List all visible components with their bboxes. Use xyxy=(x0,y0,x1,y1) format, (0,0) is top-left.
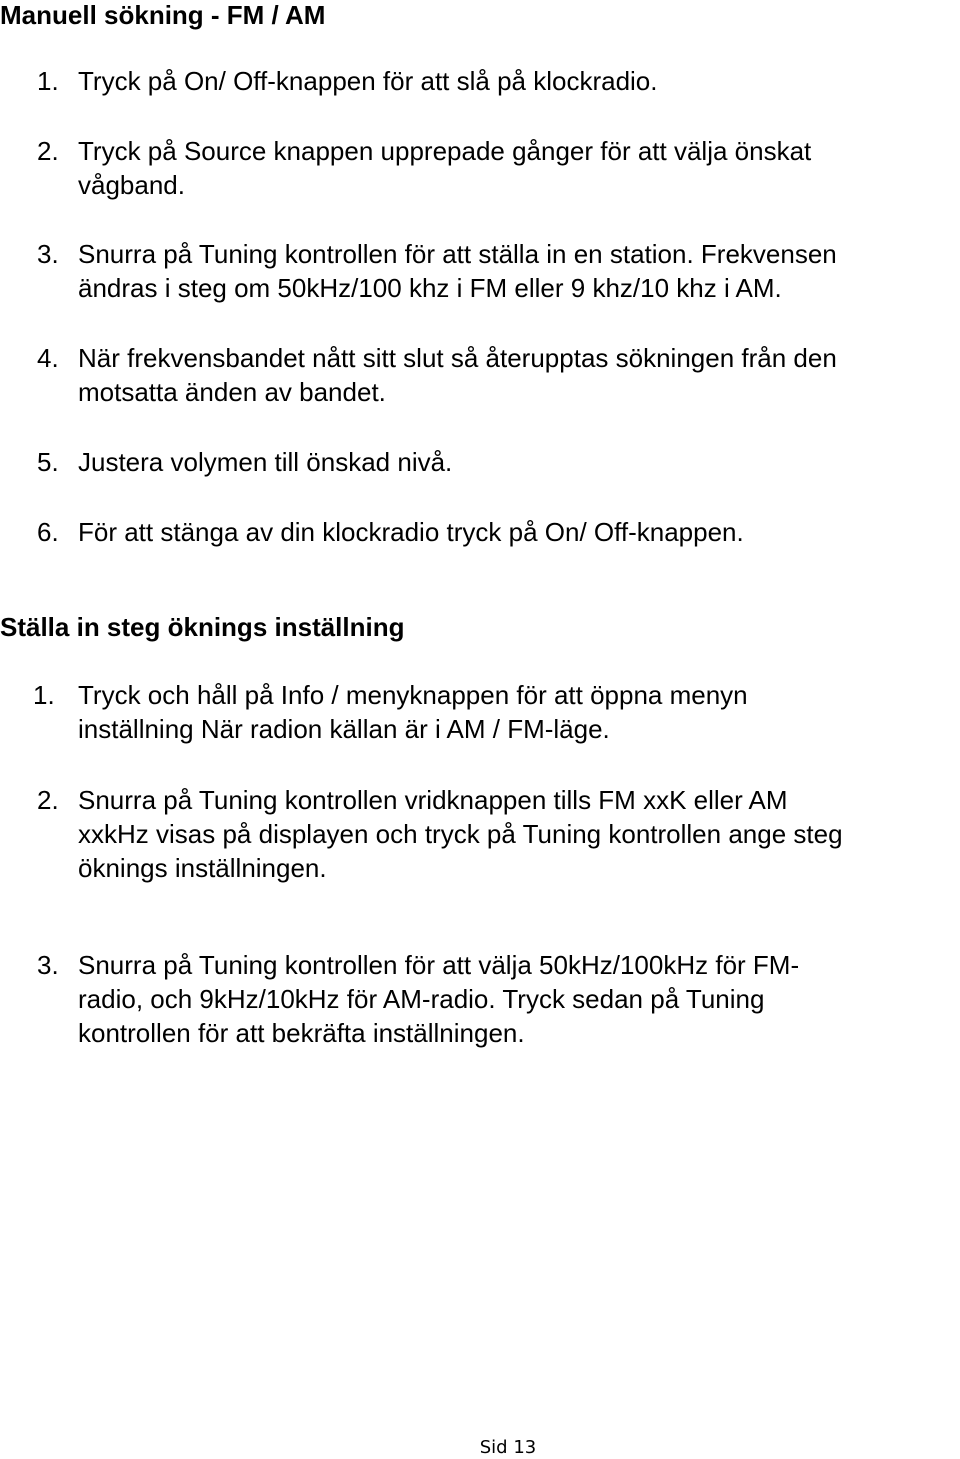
section-heading-step-setting: Ställa in steg öknings inställning xyxy=(0,612,405,642)
list-number: 2. xyxy=(37,785,59,815)
list-text: Snurra på Tuning kontrollen för att välja 50kHz/100kHz för FM- radio, och 9kHz/10kHz för AM-radio. Tryck sedan på Tuning kontrollen för att bekräfta inställningen. xyxy=(78,950,800,1048)
list-text: Justera volymen till önskad nivå. xyxy=(78,447,453,477)
list-number: 3. xyxy=(37,950,59,980)
section-heading-manual-search: Manuell sökning - FM / AM xyxy=(0,0,326,30)
page-number: Sid 13 xyxy=(479,1437,537,1458)
list-text: Tryck på Source knappen upprepade gånger för att välja önskat vågband. xyxy=(78,136,812,200)
list-text: Tryck på On/ Off-knappen för att slå på klockradio. xyxy=(78,66,658,96)
list-number: 1. xyxy=(37,66,59,96)
list-number: 2. xyxy=(37,136,59,166)
list-text: Snurra på Tuning kontrollen för att ställa in en station. Frekvensen ändras i steg om 50kHz/100 khz i FM eller 9 khz/10 khz i AM. xyxy=(78,239,837,303)
list-text: Tryck och håll på Info / menyknappen för att öppna menyn inställning När radion källan är i AM / FM-läge. xyxy=(78,680,748,744)
list-number: 4. xyxy=(37,343,59,373)
list-number: 6. xyxy=(37,517,59,547)
list-number: 3. xyxy=(37,239,59,269)
list-text: När frekvensbandet nått sitt slut så återupptas sökningen från den motsatta änden av bandet. xyxy=(78,343,837,407)
list-text: Snurra på Tuning kontrollen vridknappen tills FM xxK eller AM xxkHz visas på displayen och tryck på Tuning kontrollen ange steg öknings inställningen. xyxy=(78,785,843,883)
list-number: 1. xyxy=(33,680,55,710)
list-number: 5. xyxy=(37,447,59,477)
list-text: För att stänga av din klockradio tryck på On/ Off-knappen. xyxy=(78,517,744,547)
